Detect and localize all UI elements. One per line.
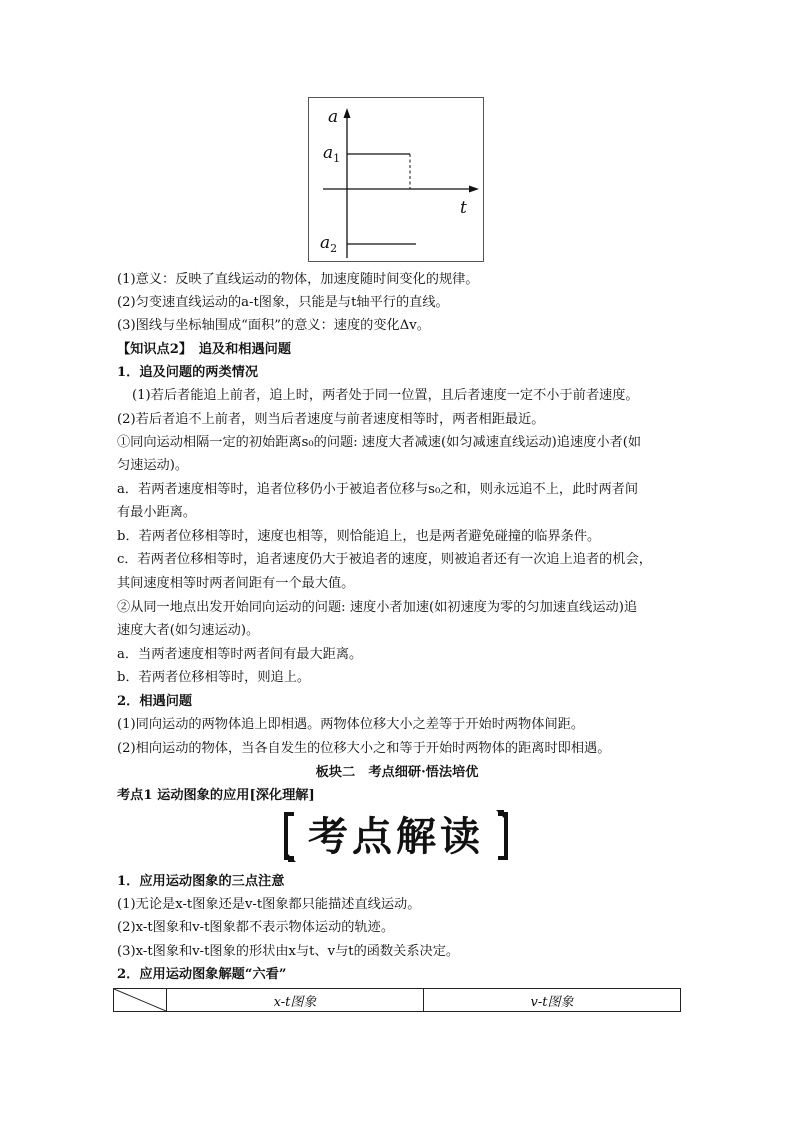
table-header-xt: x-t图象 <box>167 989 424 1012</box>
note-1: (1)无论是x-t图象还是v-t图象都只能描述直线运动。 <box>117 897 421 912</box>
case-c-line-1: c．若两者位移相等时，追者速度仍大于被追者的速度，则被追者还有一次追上追者的机会， <box>117 552 652 567</box>
note-2: (2)x-t图象和v-t图象都不表示物体运动的轨迹。 <box>117 920 395 935</box>
meaning-line-2: (2)匀变速直线运动的a-t图象，只能是与t轴平行的直线。 <box>117 295 449 310</box>
a1-label: $a_1$ <box>323 143 341 165</box>
table-header-row <box>114 989 681 1012</box>
a-t-graph <box>309 98 485 263</box>
x-axis-label: t <box>460 198 467 218</box>
chase-case-1: (1)若后者能追上前者，追上时，两者处于同一位置，且后者速度一定不小于前者速度。 <box>132 388 639 403</box>
same-direction-problem-1b: 匀速运动)。 <box>117 458 189 473</box>
a2-label: $a_2$ <box>320 233 338 255</box>
kaodian-jiedu-banner <box>284 810 508 864</box>
case-b-line: b．若两者位移相等时，速度也相等，则恰能追上，也是两者避免碰撞的临界条件。 <box>117 529 601 544</box>
six-looks-table <box>113 988 681 1012</box>
six-looks-heading: 2．应用运动图象解题“六看” <box>117 967 287 982</box>
same-direction-problem-1a: ①同向运动相隔一定的初始距离s₀的问题: 速度大者减速(如匀减速直线运动)追速度小者(如 <box>117 435 642 450</box>
note-3: (3)x-t图象和v-t图象的形状由x与t、v与t的函数关系决定。 <box>117 944 460 959</box>
three-notes-heading: 1．应用运动图象的三点注意 <box>117 874 285 889</box>
chase-problem-heading: 1．追及问题的两类情况 <box>117 365 259 380</box>
case-a-line-1: a．若两者速度相等时，追者位移仍小于被追者位移与s₀之和，则永远追不上，此时两者间 <box>117 482 639 497</box>
y-axis-label: a <box>328 107 339 127</box>
meaning-line-1: (1)意义：反映了直线运动的物体，加速度随时间变化的规律。 <box>117 272 479 287</box>
meeting-problem-heading: 2．相遇问题 <box>117 694 193 709</box>
x-axis-arrow <box>469 186 479 193</box>
case-2a-line: a．当两者速度相等时两者间有最大距离。 <box>117 647 363 662</box>
topic-heading: 考点1 运动图象的应用[深化理解] <box>117 788 315 803</box>
section-title: 板块二 考点细研·悟法培优 <box>315 765 479 780</box>
same-start-problem-2a: ②从同一地点出发开始同向运动的问题: 速度小者加速(如初速度为零的匀加速直线运动)追 <box>117 600 638 615</box>
y-axis-arrow <box>344 108 351 118</box>
table-header-vt: v-t图象 <box>424 989 681 1012</box>
a-t-graph-figure <box>308 97 484 262</box>
chase-case-2: (2)若后者追不上前者，则当后者速度与前者速度相等时，两者相距最近。 <box>117 412 545 427</box>
banner-text: 考点解读 <box>308 813 484 860</box>
table-corner-cell <box>114 989 167 1012</box>
case-2b-line: b．若两者位移相等时，则追上。 <box>117 670 311 685</box>
meeting-case-2: (2)相向运动的物体，当各自发生的位移大小之和等于开始时两物体的距离时即相遇。 <box>117 741 611 756</box>
meaning-line-3: (3)图线与坐标轴围成“面积”的意义：速度的变化Δv。 <box>117 318 430 333</box>
meeting-case-1: (1)同向运动的两物体追上即相遇。两物体位移大小之差等于开始时两物体间距。 <box>117 717 585 732</box>
diagonal-line <box>114 989 166 1011</box>
same-start-problem-2b: 速度大者(如匀速运动)。 <box>117 623 260 638</box>
knowledge-point-2-heading: 【知识点2】 追及和相遇问题 <box>117 342 292 357</box>
case-c-line-2: 其间速度相等时两者间距有一个最大值。 <box>117 576 355 591</box>
case-a-line-2: 有最小距离。 <box>117 505 197 520</box>
